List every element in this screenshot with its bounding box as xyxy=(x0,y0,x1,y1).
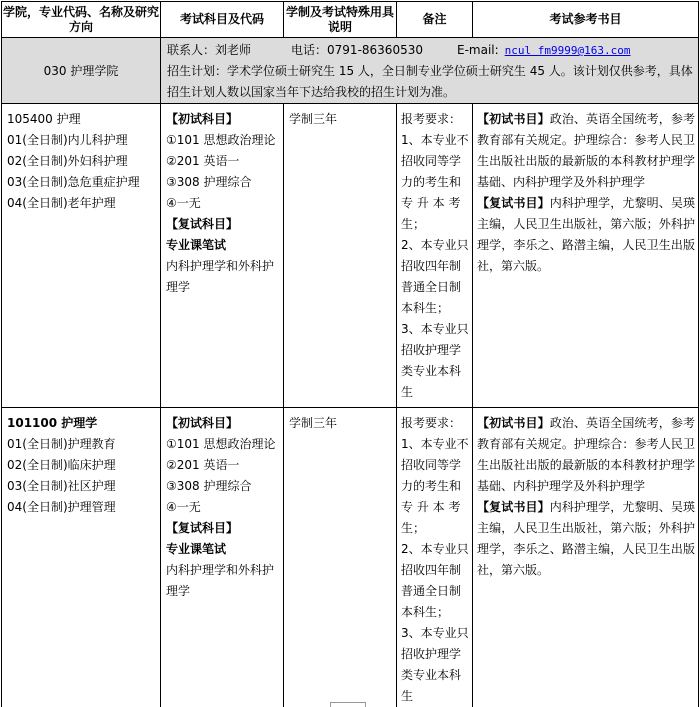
remarks-cell xyxy=(397,104,473,408)
phone-number: 0791-86360530 xyxy=(327,43,423,57)
retest-subject: 理学 xyxy=(166,584,191,598)
remark-line: 2、本专业只 xyxy=(401,238,469,252)
remark-line: 报考要求： xyxy=(401,416,462,430)
reference-books-cell xyxy=(473,408,699,707)
major-row-nursing-101100 xyxy=(2,408,699,707)
research-direction: 03(全日制)急危重症护理 xyxy=(7,175,140,189)
major-code-name-cell xyxy=(2,104,161,408)
initial-exam-title: 【初试科目】 xyxy=(166,416,239,430)
retest-title: 【复试科目】 xyxy=(166,217,239,231)
initial-books-text: 政治、英语全国统考，参考教育部有关规定。护理综合：参考人民卫生出版社出版的最新版的本科教材护理学基础、内科护理学及外科护理学 xyxy=(477,112,695,189)
duration-text: 学制三年 xyxy=(289,112,338,126)
major-code-name-cell xyxy=(2,408,161,707)
retest-type: 专业课笔试 xyxy=(166,542,227,556)
exam-subject: ③308 护理综合 xyxy=(166,479,252,493)
retest-books-text: 内科护理学，尤黎明、吴瑛主编，人民卫生出版社，第六版；外科护理学，李乐之、路潜主编，人民卫生出版社，第六版。 xyxy=(477,196,695,273)
initial-books-label: 【初试书目】 xyxy=(477,112,550,126)
research-direction: 01(全日制)内儿科护理 xyxy=(7,133,128,147)
exam-subject: ④一无 xyxy=(166,196,201,210)
research-direction: 01(全日制)护理教育 xyxy=(7,437,116,451)
retest-subject: 理学 xyxy=(166,280,191,294)
header-col-duration: 学制及考试特殊用具说明 xyxy=(284,2,397,38)
remark-line: 招收四年制 xyxy=(401,259,462,273)
page-footer-tab xyxy=(330,702,366,707)
retest-books-label: 【复试书目】 xyxy=(477,500,550,514)
remark-line: 报考要求： xyxy=(401,112,462,126)
reference-books-cell xyxy=(473,104,699,408)
research-direction: 02(全日制)外妇科护理 xyxy=(7,154,128,168)
major-row-nursing-105400 xyxy=(2,104,699,408)
exam-subject: ①101 思想政治理论 xyxy=(166,133,276,147)
research-direction: 04(全日制)护理管理 xyxy=(7,500,116,514)
remarks-cell xyxy=(397,408,473,707)
retest-type: 专业课笔试 xyxy=(166,238,227,252)
major-code-name: 105400 护理 xyxy=(7,112,81,126)
remark-line: 生 xyxy=(401,385,414,399)
retest-title: 【复试科目】 xyxy=(166,521,239,535)
school-info xyxy=(161,38,699,104)
remark-line: 招收护理学 xyxy=(401,343,462,357)
duration-cell xyxy=(284,408,397,707)
remark-line: 招收护理学 xyxy=(401,647,462,661)
exam-subjects-cell xyxy=(161,408,284,707)
remark-line: 生； xyxy=(401,521,426,535)
exam-subject: ②201 英语一 xyxy=(166,154,240,168)
remark-line: 招收同等学 xyxy=(401,458,462,472)
remark-line: 力的考生和 xyxy=(401,175,462,189)
remark-line: 专 升 本 考 xyxy=(401,196,461,210)
research-direction: 03(全日制)社区护理 xyxy=(7,479,116,493)
retest-books-label: 【复试书目】 xyxy=(477,196,550,210)
header-col-school-major: 学院，专业代码、名称及研究方向 xyxy=(2,2,161,38)
enrollment-plan: 招生计划：学术学位硕士研究生 15 人，全日制专业学位硕士研究生 45 人。该计划仅供参考，具体招生计划人数以国家当年下达给我校的招生计划为准。 xyxy=(167,64,693,99)
email-label: E-mail: xyxy=(456,43,499,57)
school-row xyxy=(2,38,699,104)
exam-subject: ②201 英语一 xyxy=(166,458,240,472)
initial-books-text: 政治、英语全国统考，参考教育部有关规定。护理综合：参考人民卫生出版社出版的最新版的本科教材护理学基础、内科护理学及外科护理学 xyxy=(477,416,695,493)
remark-line: 招收同等学 xyxy=(401,154,462,168)
research-direction: 02(全日制)临床护理 xyxy=(7,458,116,472)
initial-exam-title: 【初试科目】 xyxy=(166,112,239,126)
exam-subject: ③308 护理综合 xyxy=(166,175,252,189)
header-col-reference-books: 考试参考书目 xyxy=(473,2,699,38)
remark-line: 1、本专业不 xyxy=(401,437,469,451)
remark-line: 2、本专业只 xyxy=(401,542,469,556)
initial-books-label: 【初试书目】 xyxy=(477,416,550,430)
remark-line: 本科生； xyxy=(401,605,450,619)
remark-line: 3、本专业只 xyxy=(401,626,469,640)
exam-subjects-cell xyxy=(161,104,284,408)
remark-line: 力的考生和 xyxy=(401,479,462,493)
remark-line: 3、本专业只 xyxy=(401,322,469,336)
header-col-remarks: 备注 xyxy=(397,2,473,38)
remark-line: 本科生； xyxy=(401,301,450,315)
school-name: 030 护理学院 xyxy=(2,38,161,104)
retest-subject: 内科护理学和外科护 xyxy=(166,563,275,577)
exam-subject: ④一无 xyxy=(166,500,201,514)
remark-line: 普通全日制 xyxy=(401,584,462,598)
contact-person: 联系人：刘老师 xyxy=(167,43,252,57)
remark-line: 生 xyxy=(401,689,414,703)
retest-subject: 内科护理学和外科护 xyxy=(166,259,275,273)
remark-line: 专 升 本 考 xyxy=(401,500,461,514)
remark-line: 普通全日制 xyxy=(401,280,462,294)
remark-line: 生； xyxy=(401,217,426,231)
remark-line: 类专业本科 xyxy=(401,364,462,378)
phone-label: 电话： xyxy=(291,43,328,57)
header-row xyxy=(2,2,699,38)
email-link[interactable]: ncul fm9999@163.com xyxy=(504,44,631,57)
remark-line: 招收四年制 xyxy=(401,563,462,577)
exam-subject: ①101 思想政治理论 xyxy=(166,437,276,451)
header-col-exam-subjects: 考试科目及代码 xyxy=(161,2,284,38)
retest-books-text: 内科护理学，尤黎明、吴瑛主编，人民卫生出版社，第六版；外科护理学，李乐之、路潜主编，人民卫生出版社，第六版。 xyxy=(477,500,695,577)
research-direction: 04(全日制)老年护理 xyxy=(7,196,116,210)
duration-text: 学制三年 xyxy=(289,416,338,430)
remark-line: 类专业本科 xyxy=(401,668,462,682)
major-code-name: 101100 护理学 xyxy=(7,416,98,430)
admissions-table xyxy=(1,1,699,707)
duration-cell xyxy=(284,104,397,408)
remark-line: 1、本专业不 xyxy=(401,133,469,147)
